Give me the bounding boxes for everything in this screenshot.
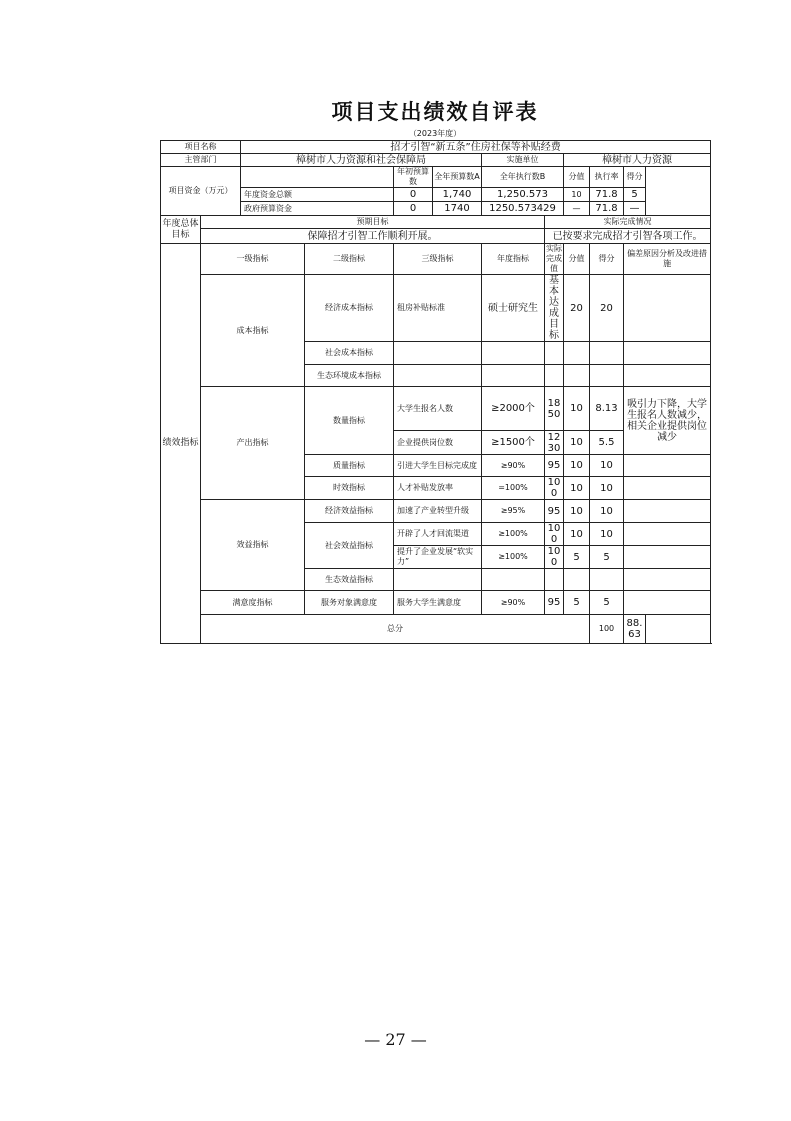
score-cell: 5.5 — [590, 431, 624, 455]
target-cell: ≥2000个 — [482, 387, 545, 431]
score-cell: 10 — [590, 500, 624, 523]
score-value-cell: 10 — [564, 523, 590, 546]
column-header: 得分 — [624, 167, 646, 188]
blank-cell — [624, 275, 711, 342]
blank-cell — [646, 615, 711, 644]
target-cell: ≥100% — [482, 523, 545, 546]
lvl2-cell: 社会效益指标 — [305, 523, 394, 569]
blank-cell — [482, 365, 545, 387]
page-title: 项目支出绩效自评表 — [331, 99, 539, 124]
blank-cell — [624, 546, 711, 569]
column-header: 执行率 — [590, 167, 624, 188]
value-cell: — — [624, 202, 646, 216]
blank-cell — [545, 569, 564, 591]
column-header: 二级指标 — [305, 244, 394, 275]
actual-cell: 基本达成目标 — [545, 275, 564, 342]
score-value-cell: 10 — [564, 387, 590, 431]
score-cell: 5 — [590, 591, 624, 615]
column-header: 一级指标 — [201, 244, 305, 275]
lvl2-cell: 经济成本指标 — [305, 275, 394, 342]
blank-cell — [394, 365, 482, 387]
blank-cell — [564, 342, 590, 365]
table-row — [161, 202, 711, 216]
score-cell: 10 — [590, 477, 624, 500]
score-value-cell: 5 — [564, 546, 590, 569]
table-row — [161, 229, 711, 244]
target-cell: ≥90% — [482, 591, 545, 615]
lvl2-cell: 时效指标 — [305, 477, 394, 500]
column-header: 分值 — [564, 167, 590, 188]
blank-cell — [590, 569, 624, 591]
column-header: 年度指标 — [482, 244, 545, 275]
score-cell: 10 — [590, 455, 624, 477]
label-cell: 年度资金总额 — [241, 188, 394, 202]
actual-cell: 1850 — [545, 387, 564, 431]
table-row — [161, 500, 711, 523]
lvl3-cell: 服务大学生满意度 — [394, 591, 482, 615]
lvl2-cell: 社会成本指标 — [305, 342, 394, 365]
lvl1-cell: 产出指标 — [201, 387, 305, 500]
value-cell: 0 — [394, 188, 433, 202]
target-cell: 硕士研究生 — [482, 275, 545, 342]
total-score: 88.63 — [624, 615, 646, 644]
blank-cell — [482, 569, 545, 591]
lvl2-cell: 质量指标 — [305, 455, 394, 477]
column-header: 分值 — [564, 244, 590, 275]
table-row — [161, 154, 711, 167]
table-row — [161, 216, 711, 229]
table-row — [161, 167, 711, 188]
value-cell: 1,250.573 — [482, 188, 564, 202]
score-value-cell: 10 — [564, 477, 590, 500]
value-cell: 1,740 — [433, 188, 482, 202]
lvl1-cell: 满意度指标 — [201, 591, 305, 615]
blank-cell — [394, 342, 482, 365]
target-cell: =100% — [482, 477, 545, 500]
value-cell: 71.8 — [590, 188, 624, 202]
label-cell: 项目名称 — [161, 141, 241, 154]
column-header: 实际完成值 — [546, 244, 562, 273]
lvl2-cell: 服务对象满意度 — [305, 591, 394, 615]
lvl3-cell: 企业提供岗位数 — [394, 431, 482, 455]
label-cell: 年度总体目标 — [161, 216, 201, 244]
lvl2-cell: 数量指标 — [305, 387, 394, 455]
dept-value: 樟树市人力资源和社会保障局 — [241, 154, 482, 167]
lvl3-cell: 租房补贴标准 — [394, 275, 482, 342]
column-header: 三级指标 — [394, 244, 482, 275]
blank-cell — [564, 365, 590, 387]
value-cell: 1250.573429 — [482, 202, 564, 216]
lvl1-cell: 效益指标 — [201, 500, 305, 591]
table-row — [161, 244, 711, 275]
blank-cell — [590, 365, 624, 387]
target-cell: ≥100% — [482, 546, 545, 569]
lvl3-cell: 提升了企业发展“软实力” — [394, 546, 482, 569]
lvl2-cell: 生态效益指标 — [305, 569, 394, 591]
total-score-value: 100 — [590, 615, 624, 644]
value-cell: 71.8 — [590, 202, 624, 216]
blank-cell — [624, 455, 711, 477]
blank-cell — [624, 591, 711, 615]
actual-cell: 1230 — [545, 431, 564, 455]
blank-cell — [624, 523, 711, 546]
lvl3-cell: 加速了产业转型升级 — [394, 500, 482, 523]
lvl2-cell: 生态环境成本指标 — [305, 365, 394, 387]
page-number: — 27 — — [364, 1030, 427, 1049]
target-cell: ≥90% — [482, 455, 545, 477]
lvl1-cell: 成本指标 — [201, 275, 305, 387]
deviation-cell: 吸引力下降，大学生报名人数减少，相关企业提供岗位减少 — [624, 387, 711, 455]
blank-cell — [624, 569, 711, 591]
score-value-cell: 10 — [564, 500, 590, 523]
actual-cell: 95 — [545, 500, 564, 523]
actual-cell: 100 — [545, 546, 564, 569]
column-header: 偏差原因分析及改进措施 — [624, 244, 711, 275]
project-name-value: 招才引智“新五条”住房社保等补贴经费 — [241, 141, 711, 154]
blank-cell — [482, 342, 545, 365]
blank-cell — [590, 342, 624, 365]
expected-goal-value: 保障招才引智工作顺利开展。 — [201, 229, 545, 244]
score-cell: 5 — [590, 546, 624, 569]
table-row — [161, 141, 711, 154]
total-score-label: 总分 — [201, 615, 590, 644]
table-row — [161, 591, 711, 615]
lvl3-cell: 大学生报名人数 — [394, 387, 482, 431]
evaluation-table — [160, 140, 711, 644]
table-row — [161, 275, 711, 342]
blank-cell — [624, 500, 711, 523]
blank-cell — [545, 342, 564, 365]
blank-cell — [646, 167, 711, 216]
table-row — [161, 387, 711, 431]
score-cell: 10 — [590, 523, 624, 546]
table-row — [161, 615, 711, 644]
year-subtitle: （2023年度） — [408, 129, 462, 138]
lvl3-cell: 开辟了人才回流渠道 — [394, 523, 482, 546]
blank-cell — [624, 477, 711, 500]
column-header: 得分 — [590, 244, 624, 275]
value-cell: 1740 — [433, 202, 482, 216]
evaluation-sheet — [160, 96, 710, 640]
lvl3-cell: 人才补贴发放率 — [394, 477, 482, 500]
impl-unit-value: 樟树市人力资源 — [564, 154, 711, 167]
column-header: 全年执行数B — [482, 167, 564, 188]
actual-status-value: 已按要求完成招才引智各项工作。 — [545, 229, 711, 244]
table-row — [161, 188, 711, 202]
label-cell: 项目资金（万元） — [161, 167, 241, 216]
blank-cell — [624, 365, 711, 387]
blank-cell — [624, 342, 711, 365]
label-cell: 绩效指标 — [161, 244, 201, 644]
column-header: 实际完成情况 — [545, 216, 711, 229]
column-header: 年初预算数 — [394, 167, 433, 188]
blank-cell — [545, 365, 564, 387]
score-cell: 20 — [590, 275, 624, 342]
lvl3-cell: 引进大学生目标完成度 — [394, 455, 482, 477]
column-header: 全年预算数A — [433, 167, 482, 188]
value-cell: 10 — [564, 188, 590, 202]
value-cell: 5 — [624, 188, 646, 202]
label-cell: 主管部门 — [161, 154, 241, 167]
value-cell: — — [564, 202, 590, 216]
blank-cell — [394, 569, 482, 591]
target-cell: ≥95% — [482, 500, 545, 523]
blank-cell — [564, 569, 590, 591]
score-cell: 8.13 — [590, 387, 624, 431]
target-cell: ≥1500个 — [482, 431, 545, 455]
actual-cell: 100 — [545, 477, 564, 500]
blank-cell — [241, 167, 394, 188]
score-value-cell: 10 — [564, 455, 590, 477]
lvl2-cell: 经济效益指标 — [305, 500, 394, 523]
actual-cell: 100 — [545, 523, 564, 546]
column-header: 预期目标 — [201, 216, 545, 229]
label-cell: 实施单位 — [482, 154, 564, 167]
score-value-cell: 10 — [564, 431, 590, 455]
value-cell: 0 — [394, 202, 433, 216]
actual-cell: 95 — [545, 591, 564, 615]
score-value-cell: 5 — [564, 591, 590, 615]
score-value-cell: 20 — [564, 275, 590, 342]
actual-cell: 95 — [545, 455, 564, 477]
label-cell: 政府预算资金 — [241, 202, 394, 216]
